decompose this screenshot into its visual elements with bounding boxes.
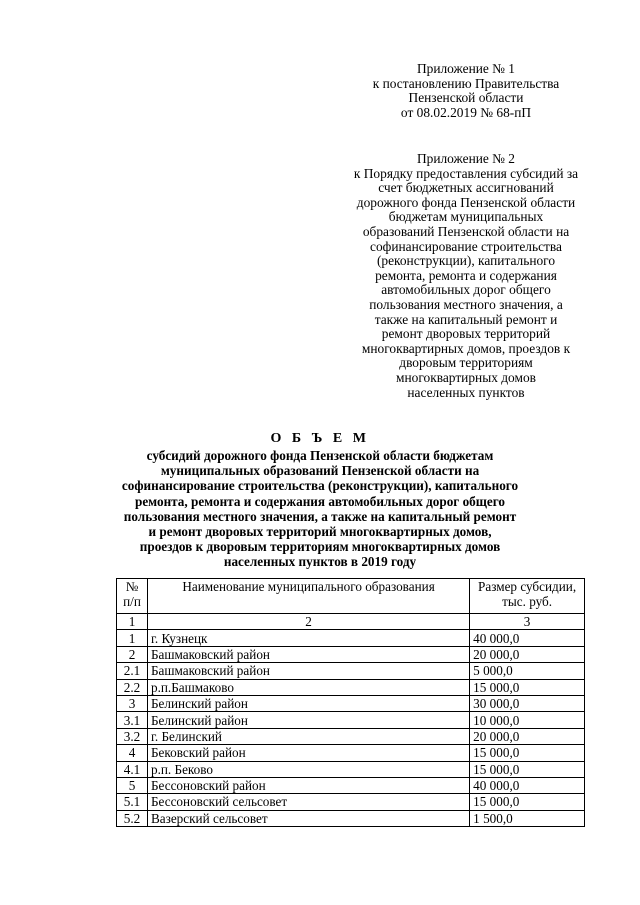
appendix-2-line: многоквартирных домов	[396, 369, 536, 385]
appendix-1-header	[338, 62, 594, 120]
appendix-2-line: многоквартирных домов, проездов к	[361, 340, 571, 356]
title-line: проездов к дворовым территориям многоквартирных домов	[139, 539, 501, 555]
row-amount: 40 000,0	[470, 777, 585, 793]
appendix-1-line: от 08.02.2019 № 68-пП	[400, 104, 532, 120]
table-row	[117, 663, 585, 679]
appendix-2-header	[338, 152, 594, 400]
header-number-line2: п/п	[123, 594, 141, 609]
title-line: муниципальных образований Пензенской области на	[160, 463, 480, 479]
table-row	[117, 745, 585, 761]
appendix-2-line: бюджетам муниципальных	[388, 209, 544, 225]
appendix-1-line: Приложение № 1	[416, 61, 516, 76]
row-name: Бессоновский район	[147, 777, 469, 793]
row-number: 2.2	[117, 679, 148, 695]
title-line: ремонта, ремонта и содержания автомобильных дорог общего	[134, 493, 506, 509]
title-line: софинансирование строительства (реконструкции), капитального	[121, 478, 519, 494]
header-name: Наименование муниципального образования	[147, 579, 469, 614]
row-number: 5.2	[117, 810, 148, 826]
row-number: 4.1	[117, 761, 148, 777]
appendix-2-line: образований Пензенской области на	[362, 223, 570, 239]
header-amount-line2: тыс. руб.	[502, 594, 553, 609]
title-line: и ремонт дворовых территорий многоквартирных домов,	[148, 524, 492, 540]
row-amount: 40 000,0	[470, 630, 585, 646]
table-row	[117, 630, 585, 646]
appendix-2-line: дорожного фонда Пензенской области	[356, 194, 576, 210]
appendix-2-line: (реконструкции), капитального	[376, 253, 556, 269]
appendix-2-line: счет бюджетных ассигнований	[378, 180, 554, 196]
appendix-2-line: автомобильных дорог общего	[381, 282, 551, 298]
row-name: р.п. Беково	[147, 761, 469, 777]
appendix-2-line: ремонт дворовых территорий	[381, 326, 551, 342]
header-amount	[470, 579, 585, 614]
row-number: 5	[117, 777, 148, 793]
table-row	[117, 777, 585, 793]
document-title	[100, 430, 540, 570]
column-index: 2	[147, 614, 469, 630]
column-index: 3	[470, 614, 585, 630]
table-row	[117, 728, 585, 744]
row-number: 2	[117, 646, 148, 662]
table-row	[117, 761, 585, 777]
column-index: 1	[117, 614, 148, 630]
title-line: субсидий дорожного фонда Пензенской области бюджетам	[146, 448, 494, 463]
header-number	[117, 579, 148, 614]
row-name: Белинский район	[147, 712, 469, 728]
appendix-2-line: Приложение № 2	[416, 151, 516, 166]
row-name: Бековский район	[147, 745, 469, 761]
row-name: р.п.Башмаково	[147, 679, 469, 695]
row-amount: 15 000,0	[470, 745, 585, 761]
table-row	[117, 695, 585, 711]
appendix-2-line: ремонта, ремонта и содержания	[375, 267, 557, 283]
appendix-2-line: дворовым территориям	[399, 355, 533, 371]
table-row	[117, 646, 585, 662]
header-number-line1: №	[125, 579, 139, 594]
subsidy-table	[116, 578, 585, 827]
table-row	[117, 794, 585, 810]
appendix-1-line: Пензенской области	[408, 90, 524, 106]
appendix-2-line: к Порядку предоставления субсидий за	[353, 165, 579, 181]
row-name: Вазерский сельсовет	[147, 810, 469, 826]
column-index-row	[117, 614, 585, 630]
row-number: 2.1	[117, 663, 148, 679]
row-amount: 5 000,0	[470, 663, 585, 679]
row-number: 3.2	[117, 728, 148, 744]
row-number: 3	[117, 695, 148, 711]
row-name: г. Кузнецк	[147, 630, 469, 646]
header-amount-line1: Размер субсидии,	[478, 579, 577, 594]
row-amount: 20 000,0	[470, 728, 585, 744]
row-amount: 15 000,0	[470, 761, 585, 777]
row-name: г. Белинский	[147, 728, 469, 744]
appendix-2-line: населенных пунктов	[407, 384, 525, 400]
table-row	[117, 712, 585, 728]
table-row	[117, 679, 585, 695]
row-name: Башмаковский район	[147, 663, 469, 679]
row-amount: 10 000,0	[470, 712, 585, 728]
row-name: Белинский район	[147, 695, 469, 711]
title-heading: О Б Ъ Е М	[270, 431, 370, 446]
appendix-1-line: к постановлению Правительства	[372, 75, 560, 91]
row-number: 3.1	[117, 712, 148, 728]
appendix-2-line: софинансирование строительства	[370, 238, 562, 254]
table-row	[117, 810, 585, 826]
title-line: населенных пунктов в 2019 году	[223, 554, 417, 570]
appendix-2-line: также на капитальный ремонт и	[374, 311, 558, 327]
title-line: пользования местного значения, а также на капитальный ремонт	[123, 508, 517, 524]
row-amount: 30 000,0	[470, 695, 585, 711]
row-name: Бессоновский сельсовет	[147, 794, 469, 810]
table-header-row	[117, 579, 585, 614]
row-amount: 15 000,0	[470, 679, 585, 695]
row-number: 1	[117, 630, 148, 646]
row-number: 5.1	[117, 794, 148, 810]
row-amount: 20 000,0	[470, 646, 585, 662]
appendix-2-line: пользования местного значения, а	[369, 296, 563, 312]
row-name: Башмаковский район	[147, 646, 469, 662]
row-number: 4	[117, 745, 148, 761]
row-amount: 15 000,0	[470, 794, 585, 810]
row-amount: 1 500,0	[470, 810, 585, 826]
